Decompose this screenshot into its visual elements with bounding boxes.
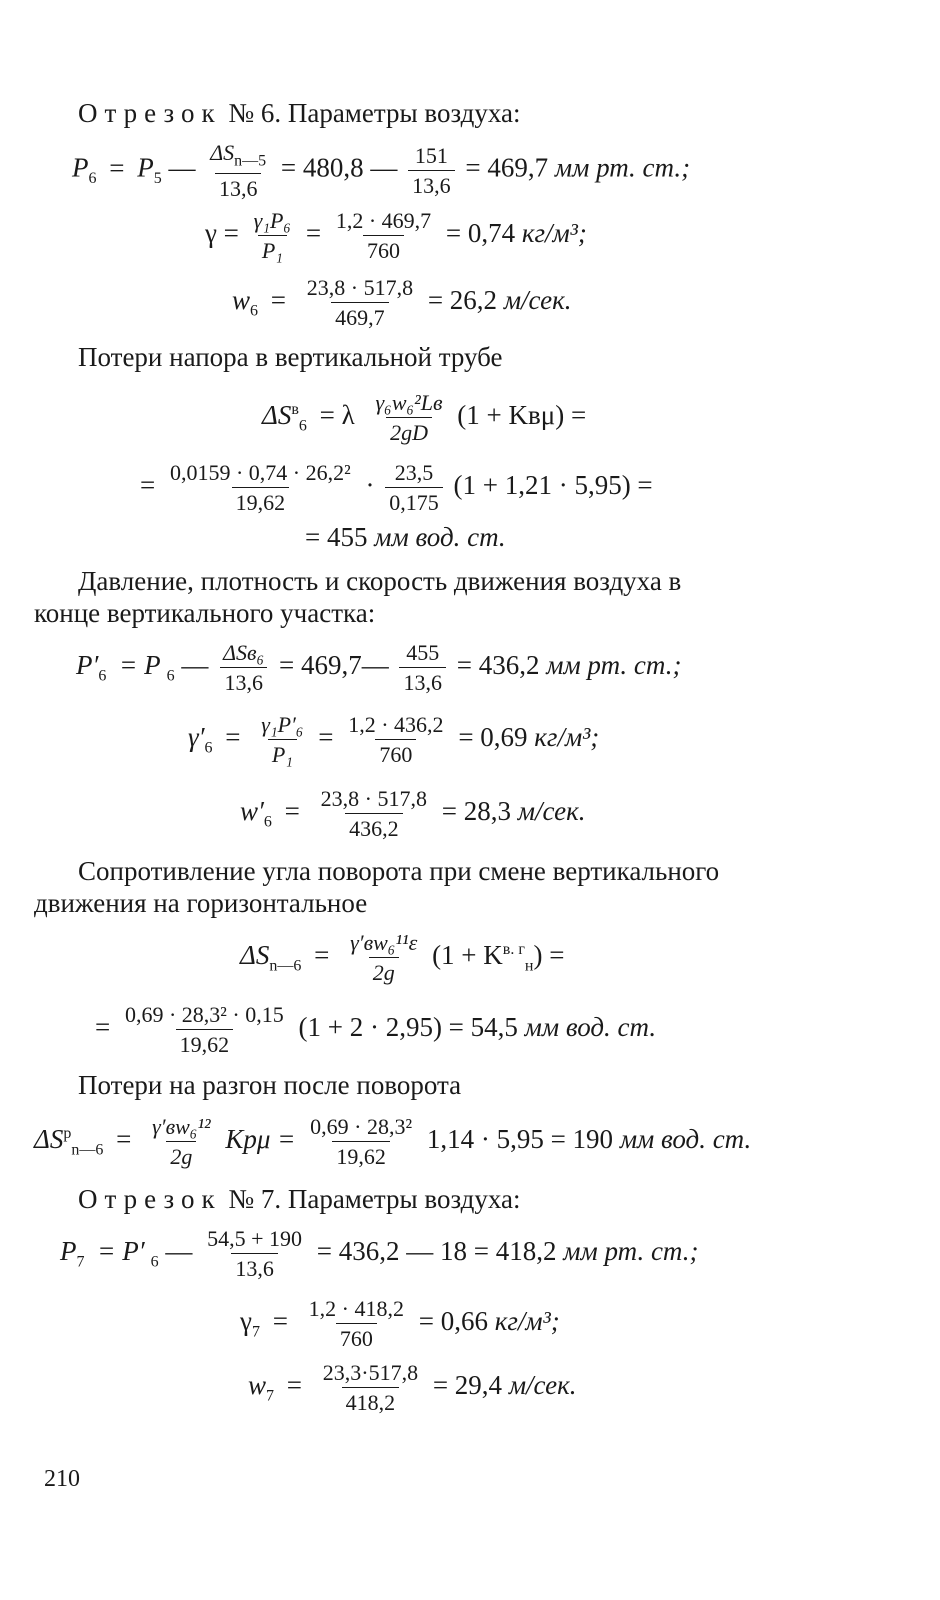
equals-sign: = <box>225 722 241 752</box>
denominator: 436,2 <box>345 813 403 841</box>
var-w: w <box>248 1370 267 1400</box>
var-w: w <box>232 285 251 315</box>
equals-sign: = <box>116 1124 132 1154</box>
fraction <box>250 208 295 264</box>
superscript: в <box>291 401 299 418</box>
formula-p6-prime <box>76 640 681 696</box>
denominator: P₁ <box>258 235 287 263</box>
result-value: = 436,2 — 18 = 418,2 <box>316 1236 557 1266</box>
fraction <box>317 786 431 842</box>
unit: мм рт. ст.; <box>546 650 682 680</box>
subscript: n—6 <box>71 1141 104 1159</box>
unit: кг/м³; <box>521 218 587 248</box>
denominator: 760 <box>375 739 416 767</box>
fraction <box>319 1360 422 1416</box>
subscript: 6 <box>88 170 97 188</box>
numerator: ΔS <box>210 140 235 165</box>
minus-sign: — <box>168 152 196 183</box>
numerator: 0,69 · 28,3² <box>310 1114 413 1139</box>
denominator: 13,6 <box>231 1253 278 1281</box>
var-delta-s: ΔS <box>240 940 270 970</box>
denominator: 13,6 <box>220 667 267 695</box>
denominator: 13,6 <box>399 667 446 695</box>
fraction <box>346 930 421 986</box>
result-value: = 28,3 <box>441 796 511 826</box>
subscript: н <box>524 957 534 975</box>
expression: Kрμ = <box>225 1124 296 1154</box>
paragraph-pressure-line2: конце вертикального участка: <box>34 598 376 628</box>
numerator: 151 <box>414 142 448 168</box>
fraction <box>372 390 447 446</box>
denominator: 760 <box>363 235 404 263</box>
segment-heading-text: № 7. Параметры воздуха: <box>221 1184 521 1214</box>
numerator: 1,2 · 436,2 <box>348 712 444 737</box>
fraction <box>166 460 355 516</box>
equals-sign: = <box>109 152 125 183</box>
segment-heading-word: Отрезок <box>78 98 222 128</box>
fraction <box>408 143 455 199</box>
var-gamma: γ = <box>205 218 239 248</box>
var-gamma-prime: γ′ <box>188 722 205 752</box>
paragraph-losses-vertical: Потери напора в вертикальной трубе <box>78 342 503 372</box>
formula-gamma <box>205 208 587 264</box>
formula-delta-s-n6-calc <box>95 1002 656 1058</box>
expression: 1,14 · 5,95 = 190 <box>426 1124 614 1154</box>
denominator: 2gD <box>386 417 432 445</box>
subscript: 6 <box>263 813 272 831</box>
numerator: 23,3·517,8 <box>322 1360 419 1385</box>
paragraph-pressure-line1: Давление, плотность и скорость движения воздуха в <box>78 566 682 596</box>
segment-6-heading <box>78 98 521 129</box>
equals-sign: = <box>95 1012 111 1042</box>
denominator: P₁ <box>268 739 297 767</box>
denominator: 19,62 <box>332 1141 390 1169</box>
subscript: 6 <box>150 1253 159 1271</box>
fraction <box>306 1114 416 1170</box>
expression: = 480,8 — <box>280 152 398 183</box>
var-gamma: γ <box>240 1306 252 1336</box>
segment-heading-text: № 6. Параметры воздуха: <box>221 98 521 128</box>
var-p: P <box>60 1236 77 1266</box>
unit: м/сек. <box>517 796 586 826</box>
subscript: 6 <box>250 302 259 320</box>
equals-sign: = <box>284 796 300 826</box>
subscript: 6 <box>166 667 175 685</box>
unit: м/сек. <box>508 1370 577 1400</box>
minus-sign: — <box>181 650 209 680</box>
paragraph-turn-line1: Сопротивление угла поворота при смене вертикального <box>78 856 720 886</box>
numerator: γ₁P₆ <box>253 208 292 233</box>
equals-sign: = <box>286 1370 302 1400</box>
formula-gamma6-prime <box>188 712 599 768</box>
formula-delta-s-accel <box>34 1114 751 1170</box>
formula-delta-s6-calc <box>140 460 653 516</box>
formula-p6 <box>72 140 690 201</box>
expression: = P′ <box>97 1236 145 1266</box>
denominator: 13,6 <box>215 173 262 201</box>
var-p: P <box>72 152 89 183</box>
unit: м/сек. <box>503 285 572 315</box>
var-p-prime: P′ <box>76 650 99 680</box>
page-number: 210 <box>44 1466 80 1492</box>
formula-w6-prime <box>240 786 585 842</box>
denominator: 2g <box>166 1141 196 1169</box>
expression: (1 + K <box>432 940 503 970</box>
var-delta-s: ΔS <box>34 1124 64 1154</box>
minus-sign: — <box>165 1236 193 1266</box>
fraction <box>385 460 443 516</box>
paragraph-turn-line2: движения на горизонтальное <box>34 888 368 918</box>
fraction <box>257 712 307 768</box>
unit: мм рт. ст.; <box>563 1236 699 1266</box>
equals-sign: = <box>318 722 334 752</box>
numerator: 23,8 · 517,8 <box>306 275 414 300</box>
numerator: 1,2 · 469,7 <box>335 208 432 233</box>
var-w-prime: w′ <box>240 796 264 826</box>
equals-sign: = <box>140 470 156 500</box>
denominator: 2g <box>369 957 399 985</box>
unit: кг/м³; <box>534 722 600 752</box>
result-value: = 26,2 <box>427 285 498 315</box>
result-value: = 436,2 <box>456 650 540 680</box>
expression: = P <box>119 650 161 680</box>
denominator: 469,7 <box>331 302 389 330</box>
subscript: n—6 <box>269 957 302 975</box>
formula-w6 <box>232 275 572 331</box>
formula-gamma7 <box>240 1296 560 1352</box>
numerator: 0,69 · 28,3² · 0,15 <box>124 1002 284 1027</box>
subscript: 5 <box>153 170 162 188</box>
result-value: = 0,69 <box>458 722 528 752</box>
subscript: 7 <box>266 1387 275 1405</box>
result-value: = 0,74 <box>445 218 516 248</box>
fraction <box>121 1002 288 1058</box>
superscript: р <box>63 1125 72 1142</box>
unit: мм вод. ст. <box>374 522 506 552</box>
numerator: γ₆w₆²Lв <box>375 390 443 415</box>
subscript: n—5 <box>234 152 267 170</box>
fraction <box>305 1296 408 1352</box>
numerator: γ₁P′₆ <box>261 712 304 737</box>
result-value: = 29,4 <box>432 1370 503 1400</box>
denominator: 13,6 <box>408 170 455 198</box>
denominator: 19,62 <box>176 1029 234 1057</box>
numerator: 23,8 · 517,8 <box>320 786 427 811</box>
fraction <box>203 1226 306 1282</box>
equals-sign: = <box>270 285 286 315</box>
result-value: = 455 <box>305 522 368 552</box>
numerator: 23,5 <box>394 460 434 485</box>
numerator: 0,0159 · 0,74 · 26,2² <box>169 460 351 485</box>
formula-delta-s-n6 <box>240 930 564 986</box>
formula-w7 <box>248 1360 577 1416</box>
subscript: 7 <box>76 1253 85 1271</box>
fraction <box>219 640 268 696</box>
numerator: 1,2 · 418,2 <box>308 1296 404 1321</box>
result-value: = 0,66 <box>418 1306 488 1336</box>
fraction <box>332 208 435 264</box>
expression: ) = <box>533 940 565 970</box>
paragraph-acceleration: Потери на разгон после поворота <box>78 1070 462 1100</box>
unit: мм вод. ст. <box>619 1124 752 1154</box>
numerator: γ′вw₆¹² <box>152 1114 211 1139</box>
segment-7-heading <box>78 1184 521 1215</box>
var-p: P <box>137 152 154 183</box>
expression: (1 + 2 · 2,95) = 54,5 <box>298 1012 518 1042</box>
expression: (1 + 1,21 · 5,95) = <box>453 470 653 500</box>
equals-sign: = <box>272 1306 288 1336</box>
subscript: 6 <box>298 417 307 435</box>
formula-delta-s6 <box>262 390 586 446</box>
multiply-sign: · <box>365 470 375 500</box>
subscript: 6 <box>204 739 213 757</box>
expression: (1 + Kвμ) = <box>457 400 587 430</box>
unit: кг/м³; <box>494 1306 560 1336</box>
denominator: 760 <box>336 1323 377 1351</box>
denominator: 19,62 <box>232 487 290 515</box>
denominator: 418,2 <box>342 1387 400 1415</box>
formula-delta-s6-result <box>305 522 506 553</box>
expression: = 469,7— <box>279 650 389 680</box>
numerator: γ′вw₆¹¹ε <box>350 930 418 955</box>
subscript: 7 <box>251 1323 260 1341</box>
unit: мм рт. ст.; <box>554 152 691 183</box>
expression: = λ <box>319 400 355 430</box>
fraction <box>148 1114 215 1170</box>
fraction <box>303 275 417 331</box>
formula-p7 <box>60 1226 699 1282</box>
numerator: ΔSв₆ <box>223 640 265 665</box>
result-value: = 469,7 <box>465 152 549 183</box>
fraction <box>344 712 447 768</box>
denominator: 0,175 <box>385 487 443 515</box>
fraction <box>399 640 446 696</box>
fraction <box>206 140 270 201</box>
equals-sign: = <box>305 218 322 248</box>
var-delta-s: ΔS <box>262 400 292 430</box>
superscript: в. г <box>502 941 525 958</box>
unit: мм вод. ст. <box>524 1012 657 1042</box>
numerator: 54,5 + 190 <box>207 1226 303 1251</box>
segment-heading-word: Отрезок <box>78 1184 222 1214</box>
subscript: 6 <box>98 667 107 685</box>
numerator: 455 <box>406 640 440 665</box>
equals-sign: = <box>314 940 330 970</box>
